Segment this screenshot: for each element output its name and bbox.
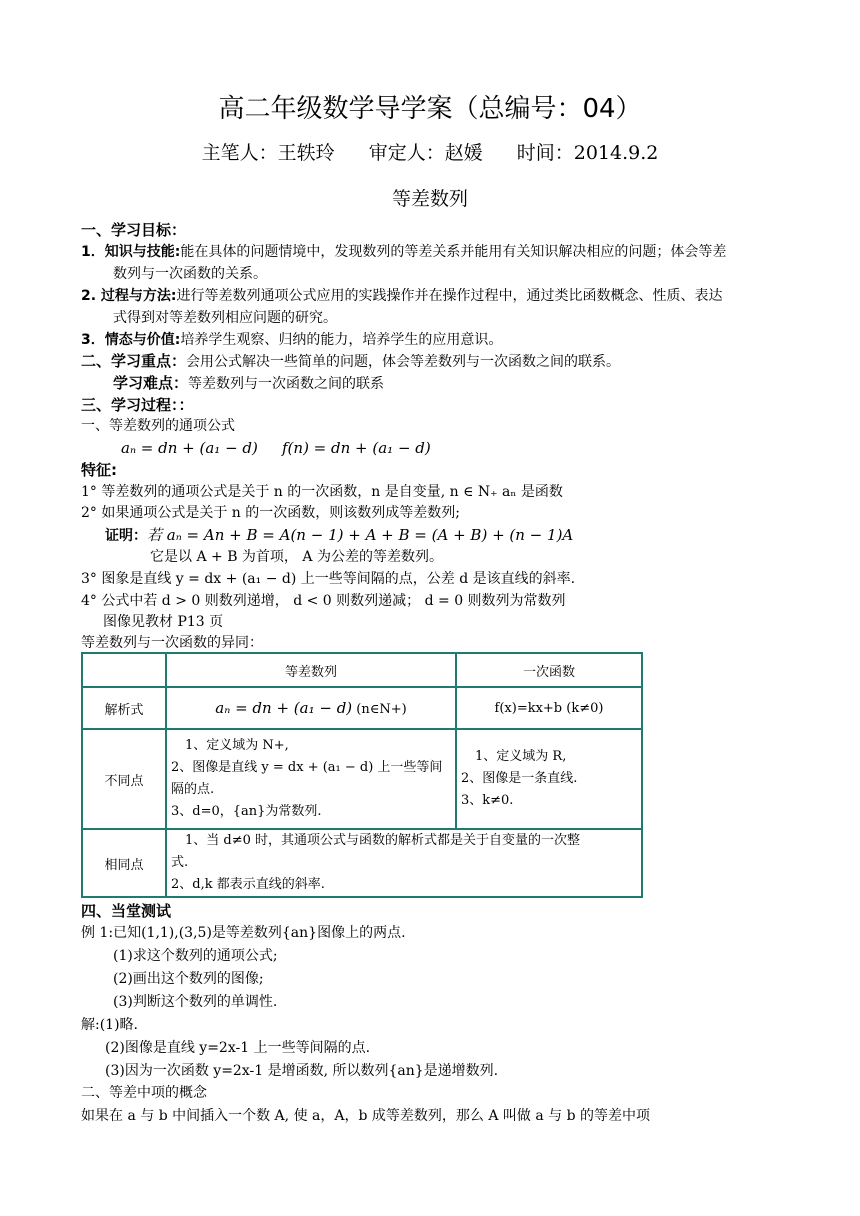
- comparison-table: [81, 652, 643, 898]
- proof-label: 证明：: [105, 528, 147, 544]
- header-sequence: 等差数列: [166, 653, 456, 687]
- key-point: [81, 350, 620, 373]
- difficulty-text: 等差数列与一次函数之间的联系: [188, 376, 385, 392]
- cell-similarities: [166, 829, 642, 897]
- proof: [105, 524, 573, 547]
- difficulty: [113, 372, 384, 395]
- header-function: 一次函数: [456, 653, 642, 687]
- table-row-similarities: [82, 829, 642, 897]
- key-point-text: 会用公式解决一些简单的问题，体会等差数列与一次函数之间的联系。: [186, 354, 621, 370]
- feature-label: 特征:: [81, 461, 117, 479]
- date: 时间：2014.9.2: [516, 142, 659, 164]
- goal-emotion-text: 培养学生观察、归纳的能力，培养学生的应用意识。: [180, 332, 503, 348]
- sim-1-cont: 式.: [171, 855, 189, 870]
- fun-diff-1: 1、定义域为 R,: [475, 749, 567, 764]
- goal-knowledge-cont: 数列与一次函数的关系。: [113, 266, 267, 282]
- goal-emotion: [81, 329, 502, 351]
- table-row-differences: [82, 729, 642, 829]
- process-heading: 三、学习过程：：: [81, 396, 194, 414]
- subsection-arith-mean: 二、等差中项的概念: [81, 1085, 207, 1101]
- textbook-ref: 图像见教材 P13 页: [103, 614, 224, 630]
- table-intro: 等差数列与一次函数的异同：: [81, 635, 263, 651]
- table-row-expression: [82, 687, 642, 729]
- goal-knowledge-text: 能在具体的问题情境中，发现数列的等差关系并能用有关知识解决相应的问题；体会等差: [180, 244, 727, 260]
- difficulty-label: 学习难点：: [113, 374, 189, 392]
- solution-3: (3)因为一次函数 y=2x-1 是增函数, 所以数列{an}是递增数列.: [105, 1063, 499, 1079]
- sequence-domain-note: (n∈N+): [356, 702, 407, 717]
- row-label-expression: 解析式: [82, 687, 166, 729]
- row-label-differences: 不同点: [82, 729, 166, 829]
- seq-diff-3: 隔的点.: [171, 782, 215, 797]
- proof-conclusion: 它是以 A + B 为首项， A 为公差的等差数列。: [150, 549, 443, 565]
- section-title: 等差数列: [391, 188, 468, 210]
- key-point-label: 二、学习重点：: [81, 352, 187, 370]
- fun-diff-2: 2、图像是一条直线.: [461, 771, 578, 786]
- fun-diff-3: 3、k≠0.: [461, 793, 514, 808]
- byline: [0, 138, 860, 165]
- sim-1: 1、当 d≠0 时，其通项公式与函数的解析式都是关于自变量的一次整: [185, 833, 581, 848]
- formula-general-term: aₙ = dn + (a₁ − d): [121, 439, 258, 457]
- table-header-row: [82, 653, 642, 687]
- question-3: (3)判断这个数列的单调性.: [113, 994, 278, 1010]
- cell-function-differences: [456, 729, 642, 829]
- goal-process-cont: 式得到对等差数列相应问题的研究。: [113, 310, 337, 326]
- question-2: (2)画出这个数列的图像;: [113, 971, 264, 987]
- solution-1: 解:(1)略.: [81, 1017, 138, 1033]
- cell-sequence-expression: [166, 687, 456, 729]
- cell-sequence-differences: [166, 729, 456, 829]
- goal-knowledge-label: 1．知识与技能:: [81, 244, 181, 260]
- goals-heading: 一、学习目标：: [81, 221, 187, 239]
- subsection-general-term: 一、等差数列的通项公式: [81, 418, 235, 434]
- feature-4: 4° 公式中若 d > 0 则数列递增， d < 0 则数列递减； d = 0 则数列为常数列: [81, 593, 566, 609]
- goal-process: [81, 285, 723, 307]
- goal-knowledge: [81, 241, 726, 263]
- reviewer: 审定人：赵媛: [368, 142, 483, 164]
- test-heading: 四、当堂测试: [81, 902, 172, 920]
- author: 主笔人：王轶玲: [201, 142, 335, 164]
- feature-1: 1° 等差数列的通项公式是关于 n 的一次函数，n 是自变量, n ∈ N₊ aₙ 是函数: [81, 484, 563, 500]
- goal-process-text: 进行等差数列通项公式应用的实践操作并在操作过程中，通过类比函数概念、性质、表达: [176, 288, 723, 304]
- seq-diff-2: 2、图像是直线 y = dx + (a₁ − d) 上一些等间: [171, 760, 443, 775]
- proof-formula: 若 aₙ = An + B = A(n − 1) + A + B = (A + B) + (n − 1)A: [147, 526, 574, 544]
- sequence-formula: aₙ = dn + (a₁ − d): [215, 699, 353, 717]
- solution-2: (2)图像是直线 y=2x-1 上一些等间隔的点.: [105, 1040, 371, 1056]
- goal-emotion-label: 3．情态与价值:: [81, 332, 181, 348]
- question-1: (1)求这个数列的通项公式;: [113, 948, 278, 964]
- feature-2: 2° 如果通项公式是关于 n 的一次函数，则该数列成等差数列;: [81, 505, 460, 521]
- formula-function: f(n) = dn + (a₁ − d): [282, 439, 431, 457]
- seq-diff-1: 1、定义域为 N+,: [185, 738, 289, 753]
- table-corner-cell: [82, 653, 166, 687]
- seq-diff-4: 3、d=0，{an}为常数列.: [171, 804, 322, 819]
- row-label-similarities: 相同点: [82, 829, 166, 897]
- cell-function-expression: f(x)=kx+b (k≠0): [456, 687, 642, 729]
- page-title: 高二年级数学导学案（总编号：04）: [218, 94, 642, 124]
- sim-2: 2、d,k 都表示直线的斜率.: [171, 877, 325, 892]
- arith-mean-definition: 如果在 a 与 b 中间插入一个数 A, 使 a，A，b 成等差数列，那么 A 叫做 a 与 b 的等差中项: [81, 1108, 651, 1124]
- feature-3: 3° 图象是直线 y = dx + (a₁ − d) 上一些等间隔的点，公差 d 是该直线的斜率.: [81, 571, 576, 587]
- example-1: 例 1:已知(1,1),(3,5)是等差数列{an}图像上的两点.: [81, 925, 406, 941]
- goal-process-label: 2. 过程与方法:: [81, 288, 177, 304]
